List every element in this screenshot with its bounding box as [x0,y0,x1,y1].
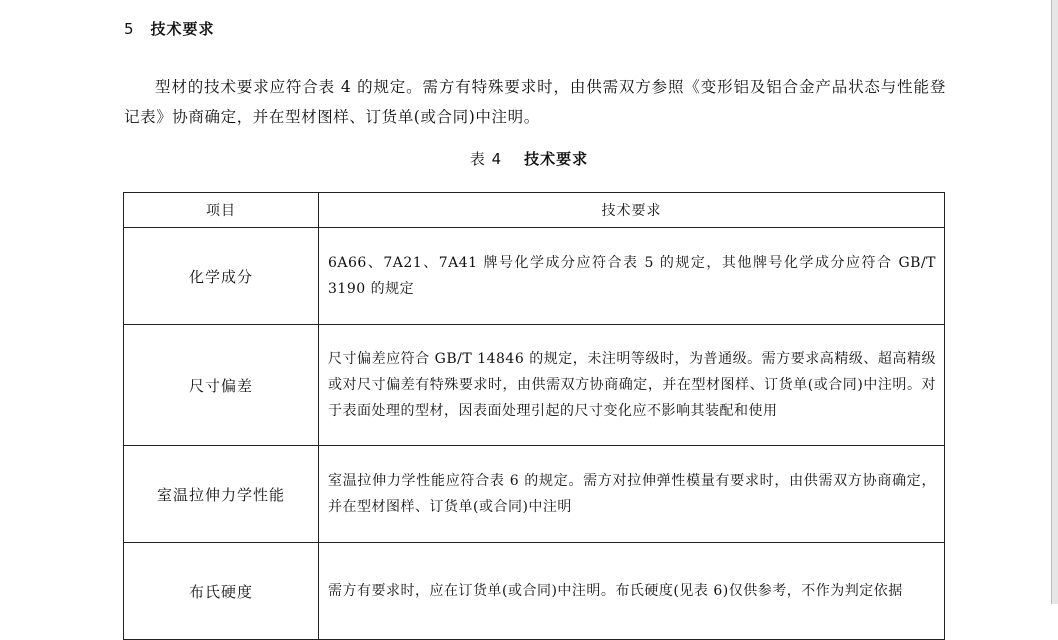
table-row [124,325,945,446]
row-requirement: 尺寸偏差应符合 GB/T 14846 的规定，未注明等级时，为普通级。需方要求高精级、超高精级或对尺寸偏差有特殊要求时，由供需双方协商确定，并在型材图样、订货单(或合同)中注明。对于表面处理的型材，因表面处理引起的尺寸变化应不影响其装配和使用 [319,325,945,446]
row-item: 布氏硬度 [124,543,319,640]
section-heading [124,18,215,39]
row-item: 化学成分 [124,228,319,325]
row-item: 尺寸偏差 [124,325,319,446]
table-row [124,446,945,543]
row-requirement: 6A66、7A21、7A41 牌号化学成分应符合表 5 的规定，其他牌号化学成分应符合 GB/T 3190 的规定 [319,228,945,325]
body-paragraph: 型材的技术要求应符合表 4 的规定。需方有特殊要求时，由供需双方参照《变形铝及铝合金产品状态与性能登记表》协商确定，并在型材图样、订货单(或合同)中注明。 [124,78,946,126]
row-requirement: 室温拉伸力学性能应符合表 6 的规定。需方对拉伸弹性模量有要求时，由供需双方协商确定，并在型材图样、订货单(或合同)中注明 [319,446,945,543]
table-title: 技术要求 [524,150,589,168]
row-requirement: 需方有要求时，应在订货单(或合同)中注明。布氏硬度(见表 6)仅供参考，不作为判定依据 [319,543,945,640]
table-row [124,543,945,640]
table-caption [0,148,1058,169]
page-edge-border [1051,0,1058,604]
requirements-table [123,192,945,640]
table-header-row [124,193,945,228]
table-number: 表 4 [469,150,503,168]
header-item: 项目 [124,193,319,228]
header-requirement: 技术要求 [319,193,945,228]
section-title: 技术要求 [150,20,215,38]
section-number: 5 [124,20,135,38]
table-row [124,228,945,325]
row-item: 室温拉伸力学性能 [124,446,319,543]
